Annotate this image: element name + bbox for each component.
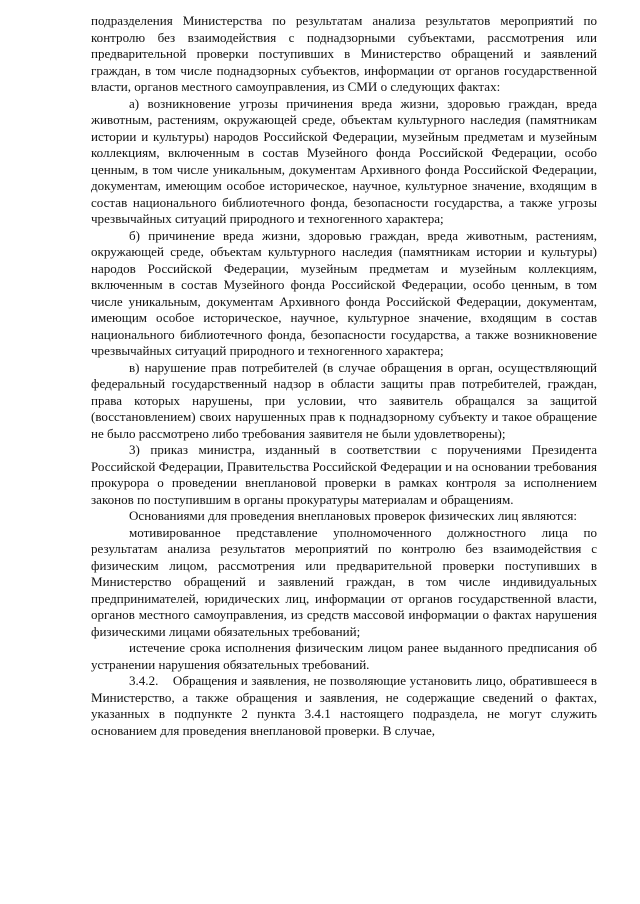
paragraph-deadline-expiry: истечение срока исполнения физическим лицом ранее выданного предписания об устранении нарушения обязательных требований. <box>91 640 597 672</box>
paragraph-motivated-submission: мотивированное представление уполномоченного должностного лица по результатам анализа результатов мероприятий по контролю без взаимодействия с физическим лицом, рассмотрения или предварительной проверки поступивших в Министерство обращений и заявлений граждан, в том числе индивидуальных предпринимателей, юридических лиц, информации от органов государственной власти, органов местного самоуправления, из средств массовой информации о фактах нарушения физическими лицами обязательных требований; <box>91 524 597 639</box>
paragraph-item-3: 3) приказ министра, изданный в соответствии с поручениями Президента Российской Федерации, Правительства Российской Федерации и на основании требования прокурора о проведении внеплановой проверки в рамках контроля за исполнением законов по поступившим в органы прокуратуры материалам и обращениям. <box>91 442 597 507</box>
paragraph-item-a: а) возникновение угрозы причинения вреда жизни, здоровью граждан, вреда животным, растениям, окружающей среде, объектам культурного наследия (памятникам истории и культуры) народов Российской Федерации, музейным предметам и музейным коллекциям, включенным в состав Музейного фонда Российской Федерации, особо ценным, в том числе уникальным, документам Архивного фонда Российской Федерации, документам, имеющим особое историческое, научное, культурное значение, входящим в состав национального библиотечного фонда, безопасности государства, а также угрозы чрезвычайных ситуаций природного и техногенного характера; <box>91 95 597 226</box>
paragraph-item-v: в) нарушение прав потребителей (в случае обращения в орган, осуществляющий федеральный государственный надзор в области защиты прав потребителей, граждан, права которых нарушены, при условии, что заявитель обращался за защитой (восстановлением) своих нарушенных прав к поднадзорному субъекту и такое обращение не было рассмотрено либо требования заявителя не были удовлетворены); <box>91 359 597 441</box>
paragraph-item-b: б) причинение вреда жизни, здоровью граждан, вреда животным, растениям, окружающей среде, объектам культурного наследия (памятникам истории и культуры) народов Российской Федерации, музейным предметам и музейным коллекциям, включенным в состав Музейного фонда Российской Федерации, особо ценным, в том числе уникальным, документам Архивного фонда Российской Федерации, документам, имеющим особое историческое, научное, культурное значение, входящим в состав национального библиотечного фонда, безопасности государства, а также возникновение чрезвычайных ситуаций природного и техногенного характера; <box>91 227 597 358</box>
document-page <box>91 13 597 739</box>
paragraph-intro: подразделения Министерства по результатам анализа результатов мероприятий по контролю без взаимодействия с поднадзорными субъектами, рассмотрения или предварительной проверки поступивших в Министерство обращений и заявлений граждан, в том числе поднадзорных субъектов, информации от органов государственной власти, органов местного самоуправления, из СМИ о следующих фактах: <box>91 13 597 94</box>
paragraph-grounds: Основаниями для проведения внеплановых проверок физических лиц являются: <box>129 508 577 523</box>
paragraph-section-3-4-2: 3.4.2. Обращения и заявления, не позволяющие установить лицо, обратившееся в Министерство, а также обращения и заявления, не содержащие сведений о фактах, указанных в подпункте 2 пункта 3.4.1 настоящего подраздела, не могут служить основанием для проведения внеплановой проверки. В случае, <box>91 673 597 738</box>
